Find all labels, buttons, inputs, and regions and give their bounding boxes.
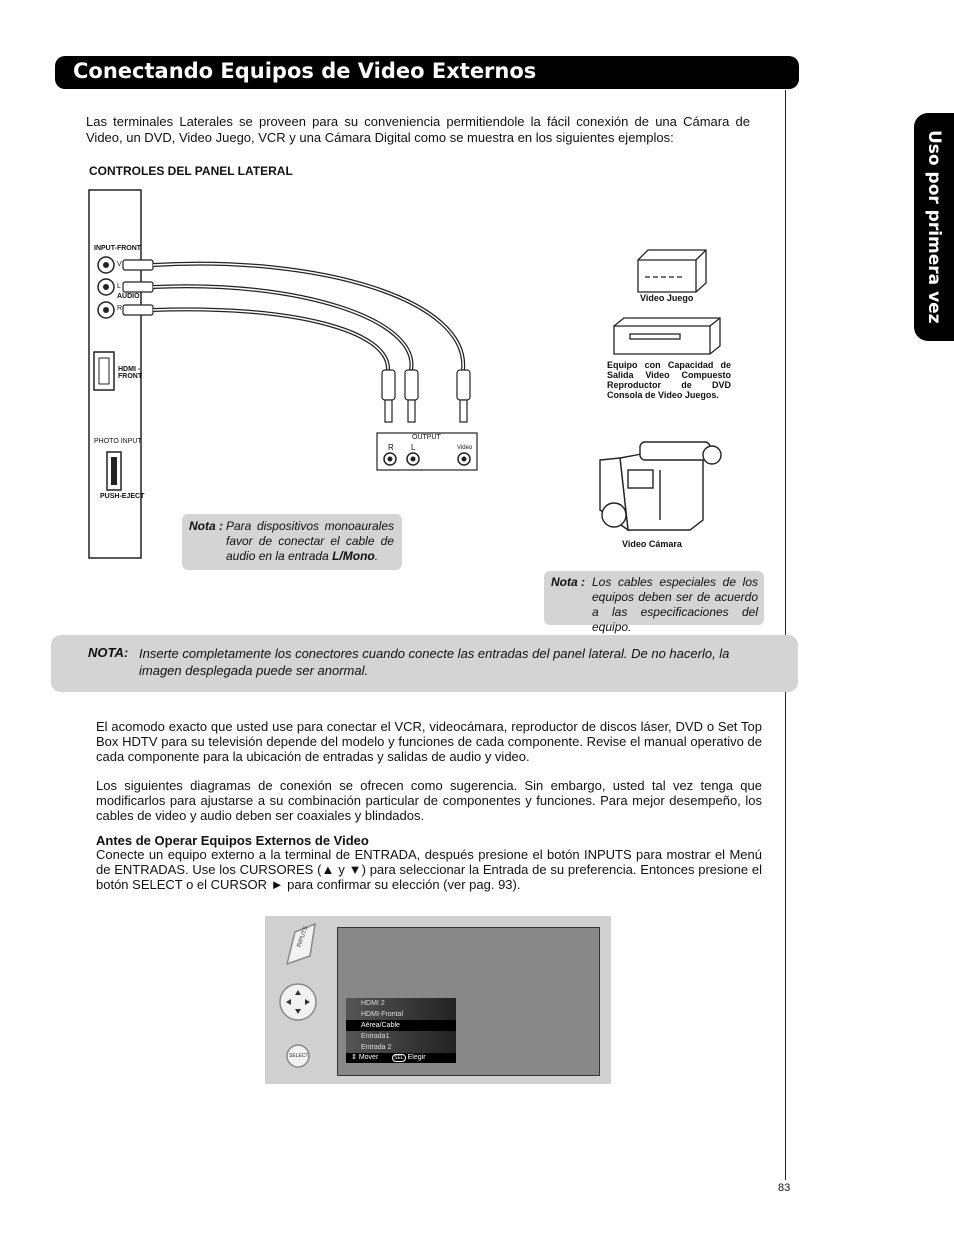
camera-label: Video Cámara bbox=[622, 539, 682, 549]
page-title: Conectando Equipos de Video Externos bbox=[73, 59, 537, 83]
audio-label: AUDIO bbox=[117, 293, 140, 300]
note-mono-text: Para dispositivos monoaurales favor de conectar el cable de audio en la entrada L/Mono. bbox=[226, 519, 394, 563]
video-game-device bbox=[638, 250, 706, 292]
inputs-label: INPUTS bbox=[296, 925, 310, 949]
tv-screen bbox=[337, 927, 600, 1076]
game-label: Video Juego bbox=[640, 293, 694, 303]
inputs-menu bbox=[346, 998, 456, 1063]
cursor-pad bbox=[280, 984, 316, 1020]
note-cables-box bbox=[544, 571, 764, 634]
l-label: L bbox=[117, 283, 121, 290]
output-l: L bbox=[411, 443, 416, 452]
section-tab-label: Uso por primera vez bbox=[924, 130, 944, 324]
note-cables-label: Nota : bbox=[551, 575, 585, 589]
menu-item[interactable]: Entrada1 bbox=[361, 1033, 390, 1040]
menu-item[interactable]: Entrada 2 bbox=[361, 1044, 392, 1051]
output-title: OUTPUT bbox=[412, 434, 441, 441]
note-insert-text: Inserte completamente los conectores cuando conecte las entradas del panel lateral. De no hacerlo, la imagen desplegada puede ser anormal. bbox=[139, 646, 730, 678]
camcorder-device bbox=[600, 442, 721, 530]
menu-item[interactable]: HDMI-Frontal bbox=[361, 1011, 404, 1018]
r-label: R bbox=[117, 305, 123, 312]
v-label: V bbox=[117, 261, 122, 268]
note-insert-box bbox=[51, 635, 798, 692]
note-insert-label: NOTA: bbox=[88, 645, 129, 660]
paragraph-suggestions: Los siguientes diagramas de conexión se ofrecen como sugerencia. Sin embargo, usted tal vez tenga que modificarlos para ajustarse a su combinación particular de componentes y funciones. Para mejor desempeño, los cables de video y audio deben ser coaxiales y blindados. bbox=[96, 778, 762, 823]
note-mono-box bbox=[182, 514, 402, 570]
menu-illustration bbox=[265, 916, 611, 1084]
output-r: R bbox=[388, 443, 394, 452]
menu-item-selected[interactable]: Aérea/Cable bbox=[346, 1020, 456, 1031]
photo-input-label: PHOTO INPUT bbox=[94, 438, 142, 445]
hdmi-label: HDMI -FRONT bbox=[118, 366, 143, 380]
push-eject-label: PUSH-EJECT bbox=[100, 493, 145, 500]
menu-footer bbox=[346, 1053, 456, 1063]
intro-paragraph: Las terminales Laterales se proveen para su conveniencia permitiendole la fácil conexión de una Cámara de Video, un DVD, Video Juego, VCR y una Cámara Digital como se muestra en los siguientes ejemplos: bbox=[86, 114, 750, 145]
paragraph-arrangement: El acomodo exacto que usted use para conectar el VCR, videocámara, reproductor de discos láser, DVD o Set Top Box HDTV para su televisión depende del modelo y funciones de cada componente. Revise el manual operativo de cada componente para la ubicación de entradas y salidas de audio y video. bbox=[96, 719, 762, 764]
footer-move: Mover bbox=[358, 1054, 379, 1061]
input-front-label: INPUT-FRONT bbox=[94, 245, 142, 252]
dvd-device bbox=[614, 318, 720, 354]
page-number: 83 bbox=[778, 1182, 791, 1194]
menu-item[interactable]: HDMI 2 bbox=[361, 1000, 385, 1007]
output-video: Video bbox=[457, 445, 473, 451]
panel-heading: CONTROLES DEL PANEL LATERAL bbox=[89, 164, 293, 178]
note-cables-text: Los cables especiales de los equipos deben ser de acuerdo a las especificaciones del equipo. bbox=[592, 575, 758, 634]
note-mono-label: Nota : bbox=[189, 519, 223, 533]
dvd-label: Equipo con Capacidad de Salida Video Compuesto Reproductor de DVD Consola de Video Juegos. bbox=[607, 360, 731, 400]
footer-sel: SEL bbox=[394, 1055, 404, 1061]
select-label: SELECT bbox=[289, 1053, 309, 1059]
paragraph-instructions: Conecte un equipo externo a la terminal de ENTRADA, después presione el botón INPUTS para mostrar el Menú de ENTRADAS. Use los CURSORES (▲ y ▼) para seleccionar la Entrada de su preferencia. Entonces presione el botón SELECT o el CURSOR ► para confirmar su elección (ver pag. 93). bbox=[96, 847, 762, 892]
move-arrows-icon: ⇕ bbox=[351, 1054, 357, 1061]
subheading: Antes de Operar Equipos Externos de Video bbox=[96, 833, 369, 848]
footer-choose: Elegir bbox=[407, 1054, 426, 1061]
